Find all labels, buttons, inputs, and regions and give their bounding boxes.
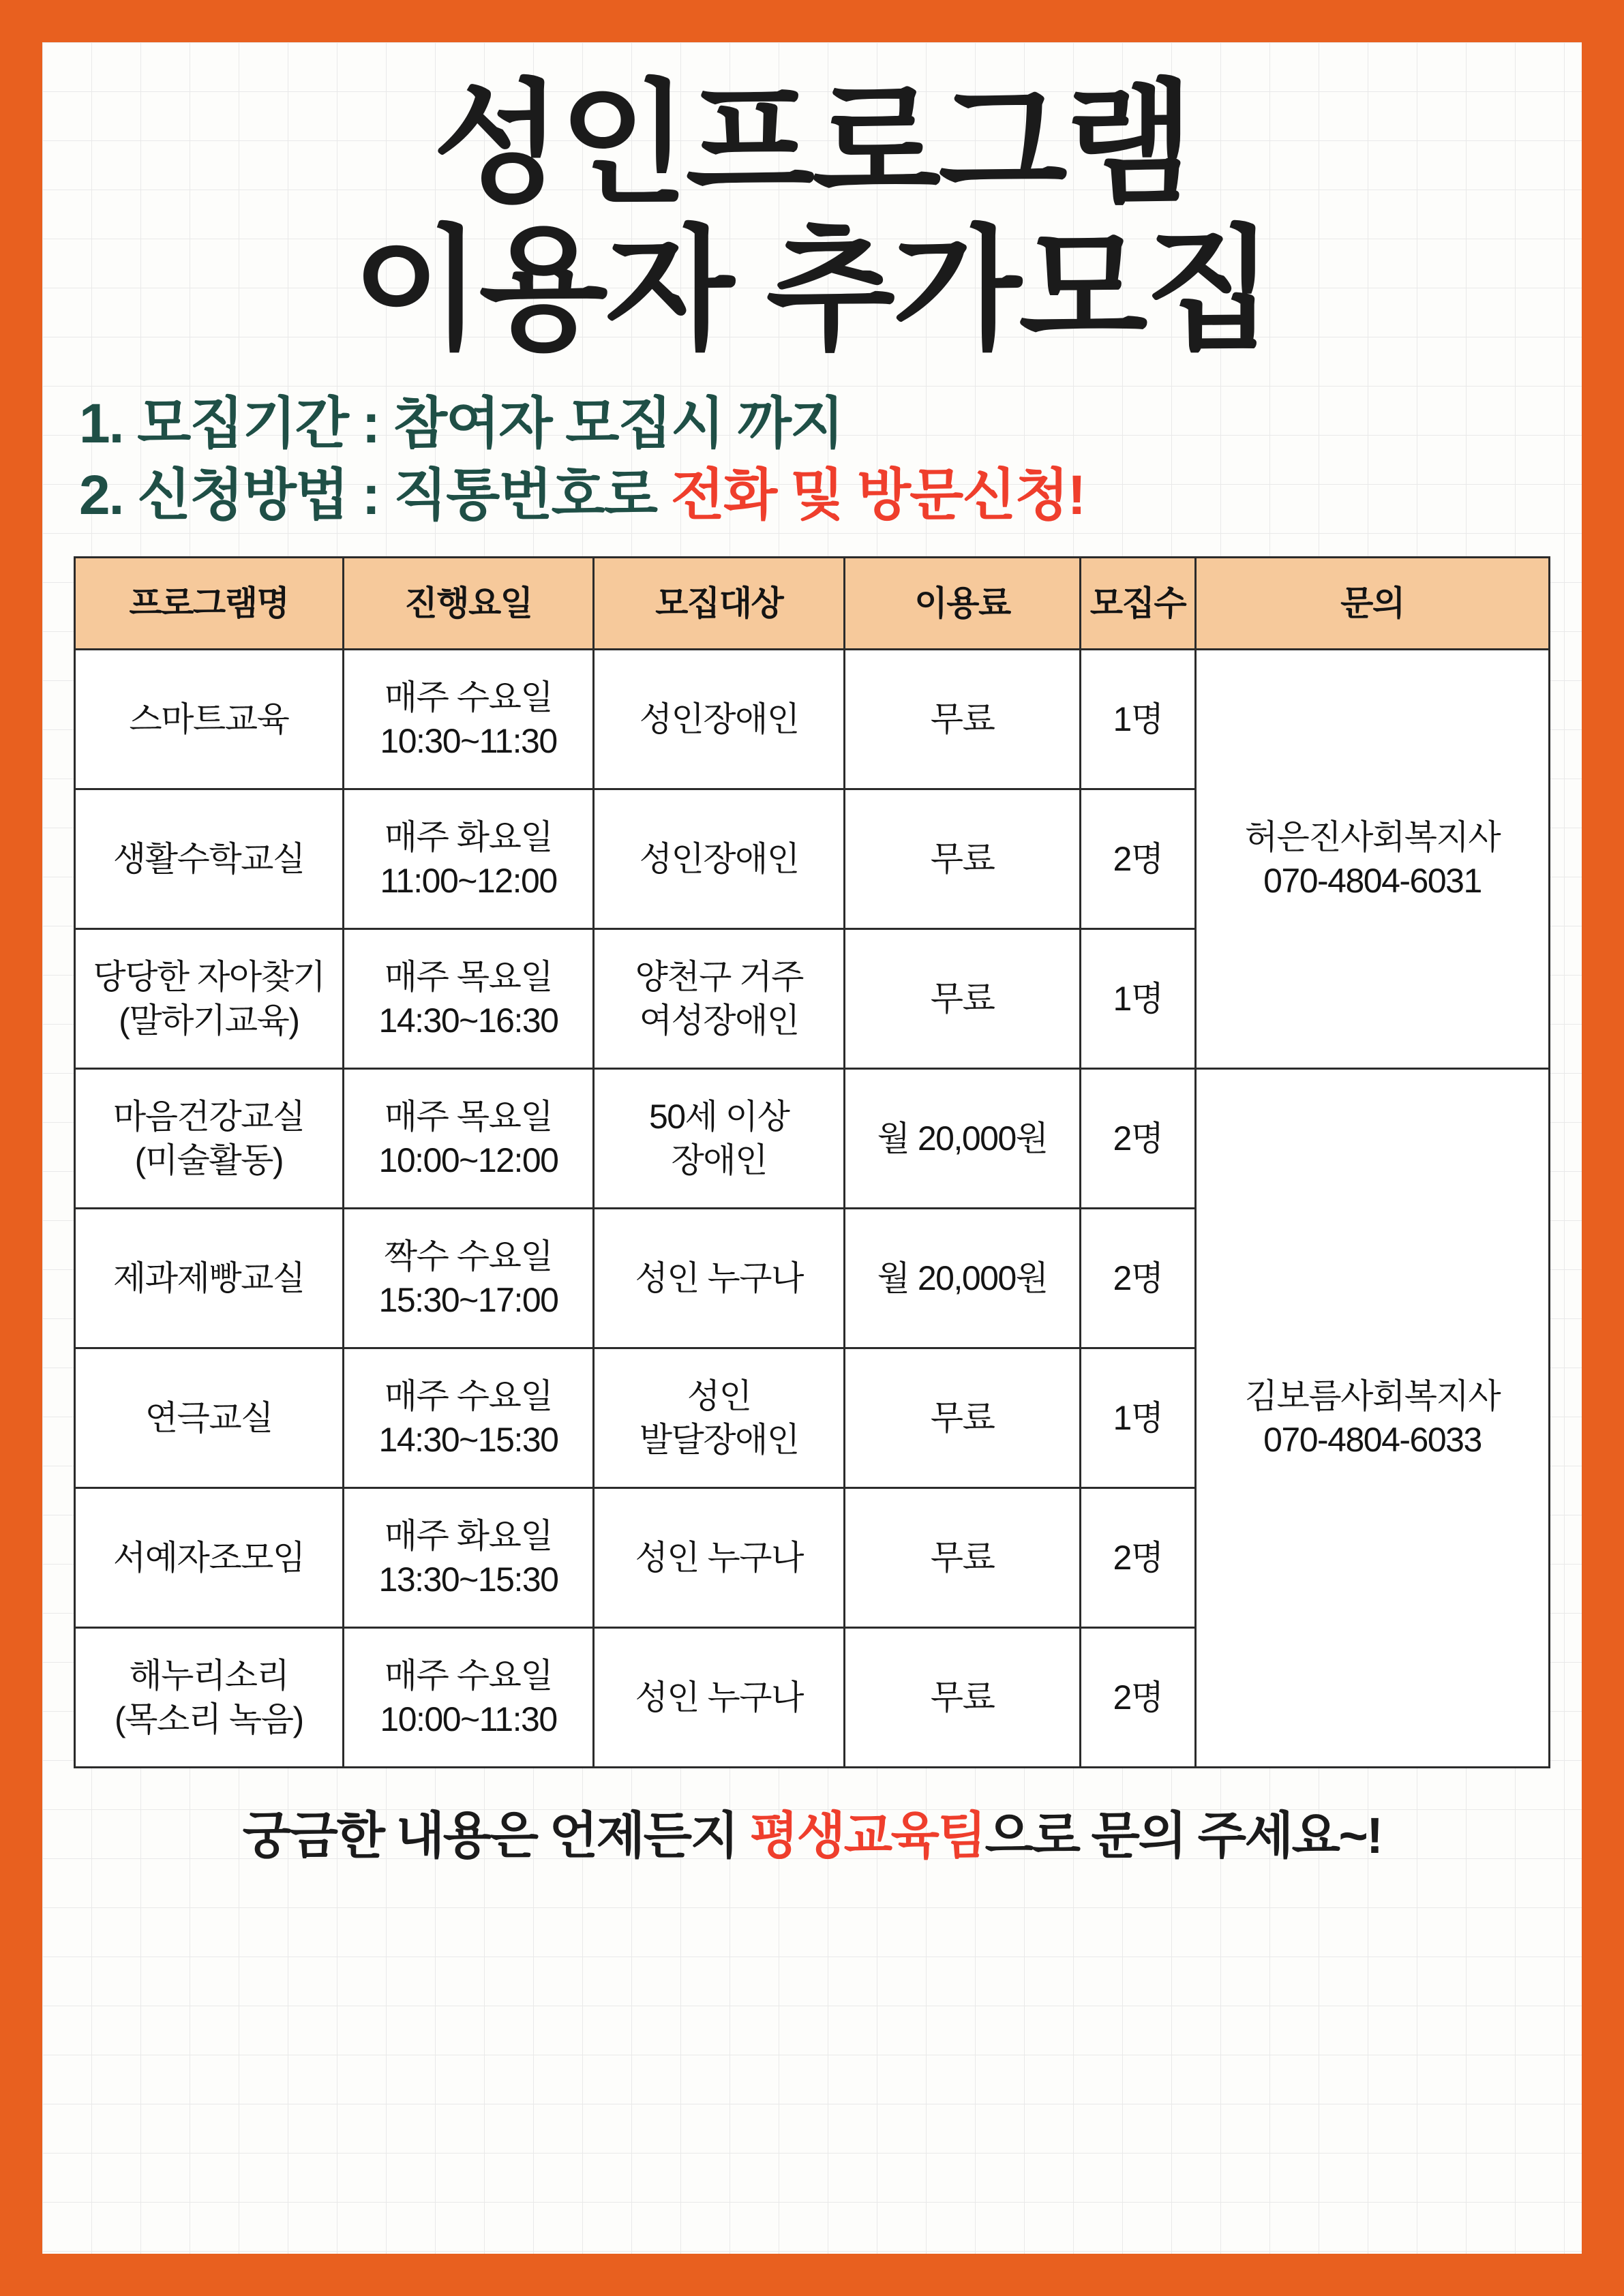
program-name-line2: (목소리 녹음): [114, 1700, 303, 1738]
cell-program: [75, 789, 344, 928]
program-name-line1: 제과제빵교실: [112, 1258, 305, 1297]
cell-count: 1명: [1081, 1348, 1196, 1487]
cell-day: [343, 1487, 594, 1627]
program-name-line1: 연극교실: [145, 1398, 273, 1437]
program-name-line1: 해누리소리: [129, 1656, 289, 1695]
cell-day: [343, 1068, 594, 1208]
footer-text-after: 으로 문의 주세요~!: [984, 1807, 1382, 1864]
page-title: [74, 70, 1550, 365]
column-header-target: 모집대상: [594, 557, 845, 649]
cell-day: [343, 1208, 594, 1348]
cell-fee: 무료: [845, 1348, 1081, 1487]
cell-fee: 월 20,000원: [845, 1208, 1081, 1348]
cell-target: [594, 1208, 845, 1348]
cell-program: [75, 1208, 344, 1348]
title-line-2: 이용자 추가모집: [352, 215, 1272, 365]
day-line2: 14:30~16:30: [378, 1001, 558, 1040]
cell-program: [75, 1348, 344, 1487]
target-line2: 장애인: [671, 1141, 767, 1179]
cell-fee: 월 20,000원: [845, 1068, 1081, 1208]
cell-fee: 무료: [845, 1627, 1081, 1767]
day-line1: 매주 화요일: [384, 817, 553, 856]
contact-1-name: 허은진사회복지사: [1244, 817, 1501, 856]
bullet-2-label: 신청방법 : 직통번호로: [123, 464, 671, 526]
target-line1: 양천구 거주: [635, 957, 803, 996]
poster-canvas: [42, 42, 1582, 2254]
bullet-2-number: 2.: [79, 464, 123, 526]
cell-target: [594, 649, 845, 789]
column-header-fee: 이용료: [845, 557, 1081, 649]
cell-day: [343, 1348, 594, 1487]
cell-fee: 무료: [845, 928, 1081, 1068]
cell-program: [75, 1068, 344, 1208]
bullet-1-number: 1.: [79, 393, 123, 455]
column-header-count: 모집수: [1081, 557, 1196, 649]
table-row: [75, 1068, 1550, 1208]
day-line1: 매주 목요일: [384, 1097, 553, 1136]
bullet-apply-method: [79, 460, 1550, 532]
program-name-line1: 당당한 자아찾기: [93, 957, 325, 996]
cell-fee: 무료: [845, 1487, 1081, 1627]
contact-2-name: 김보름사회복지사: [1244, 1376, 1501, 1415]
target-line1: 성인 누구나: [635, 1678, 803, 1717]
cell-target: [594, 1487, 845, 1627]
day-line1: 짝수 수요일: [384, 1237, 553, 1275]
cell-fee: 무료: [845, 649, 1081, 789]
program-name-line2: (미술활동): [134, 1141, 284, 1179]
bullet-2-highlight: 전화 및 방문신청!: [670, 464, 1085, 526]
cell-fee: 무료: [845, 789, 1081, 928]
cell-target: [594, 928, 845, 1068]
cell-count: 2명: [1081, 1208, 1196, 1348]
table-row: [75, 649, 1550, 789]
cell-day: [343, 928, 594, 1068]
cell-program: [75, 1487, 344, 1627]
target-line1: 성인장애인: [639, 699, 799, 738]
program-name-line2: (말하기교육): [119, 1001, 299, 1040]
cell-target: [594, 1348, 845, 1487]
target-line1: 성인장애인: [639, 839, 799, 878]
program-name-line1: 서예자조모임: [112, 1538, 305, 1577]
cell-count: 1명: [1081, 928, 1196, 1068]
program-name-line1: 생활수학교실: [112, 839, 305, 878]
column-header-day: 진행요일: [343, 557, 594, 649]
column-header-contact: 문의: [1195, 557, 1549, 649]
footer-note: [74, 1796, 1550, 1868]
cell-contact-1: [1195, 649, 1549, 1068]
day-line2: 10:30~11:30: [380, 721, 557, 760]
cell-day: [343, 789, 594, 928]
target-line1: 50세 이상: [649, 1097, 790, 1136]
cell-program: [75, 1627, 344, 1767]
day-line1: 매주 수요일: [384, 678, 553, 716]
day-line2: 10:00~11:30: [380, 1700, 557, 1738]
program-name-line1: 마음건강교실: [112, 1097, 305, 1136]
cell-program: [75, 649, 344, 789]
cell-count: 2명: [1081, 789, 1196, 928]
bullet-recruit-period: [79, 389, 1550, 460]
column-header-program: 프로그램명: [75, 557, 344, 649]
bullet-1-label: 모집기간 : 참여자 모집시 까지: [123, 393, 843, 455]
cell-target: [594, 1627, 845, 1767]
cell-count: 2명: [1081, 1487, 1196, 1627]
program-name-line1: 스마트교육: [129, 699, 289, 738]
table-header-row: [75, 557, 1550, 649]
day-line2: 13:30~15:30: [378, 1560, 558, 1599]
day-line1: 매주 목요일: [384, 957, 553, 996]
title-line-1: 성인프로그램: [432, 70, 1192, 219]
footer-text-highlight: 평생교육팀: [749, 1807, 985, 1864]
target-line2: 발달장애인: [639, 1420, 799, 1459]
cell-contact-2: [1195, 1068, 1549, 1767]
info-bullets: [79, 389, 1550, 532]
day-line2: 14:30~15:30: [378, 1420, 558, 1459]
cell-count: 2명: [1081, 1627, 1196, 1767]
target-line1: 성인 누구나: [635, 1538, 803, 1577]
cell-day: [343, 1627, 594, 1767]
cell-target: [594, 1068, 845, 1208]
day-line1: 매주 수요일: [384, 1656, 553, 1695]
cell-count: 2명: [1081, 1068, 1196, 1208]
cell-day: [343, 649, 594, 789]
contact-2-phone: 070-4804-6033: [1263, 1420, 1482, 1459]
cell-target: [594, 789, 845, 928]
target-line1: 성인: [687, 1376, 751, 1415]
program-table-wrapper: [74, 556, 1550, 1768]
contact-1-phone: 070-4804-6031: [1263, 861, 1482, 900]
day-line2: 15:30~17:00: [378, 1280, 558, 1319]
day-line1: 매주 화요일: [384, 1516, 553, 1555]
target-line2: 여성장애인: [639, 1001, 799, 1040]
day-line2: 11:00~12:00: [380, 861, 557, 900]
day-line1: 매주 수요일: [384, 1376, 553, 1415]
cell-program: [75, 928, 344, 1068]
day-line2: 10:00~12:00: [378, 1141, 558, 1179]
footer-text-before: 궁금한 내용은 언제든지: [242, 1807, 750, 1864]
program-schedule-table: [74, 556, 1550, 1768]
target-line1: 성인 누구나: [635, 1258, 803, 1297]
cell-count: 1명: [1081, 649, 1196, 789]
